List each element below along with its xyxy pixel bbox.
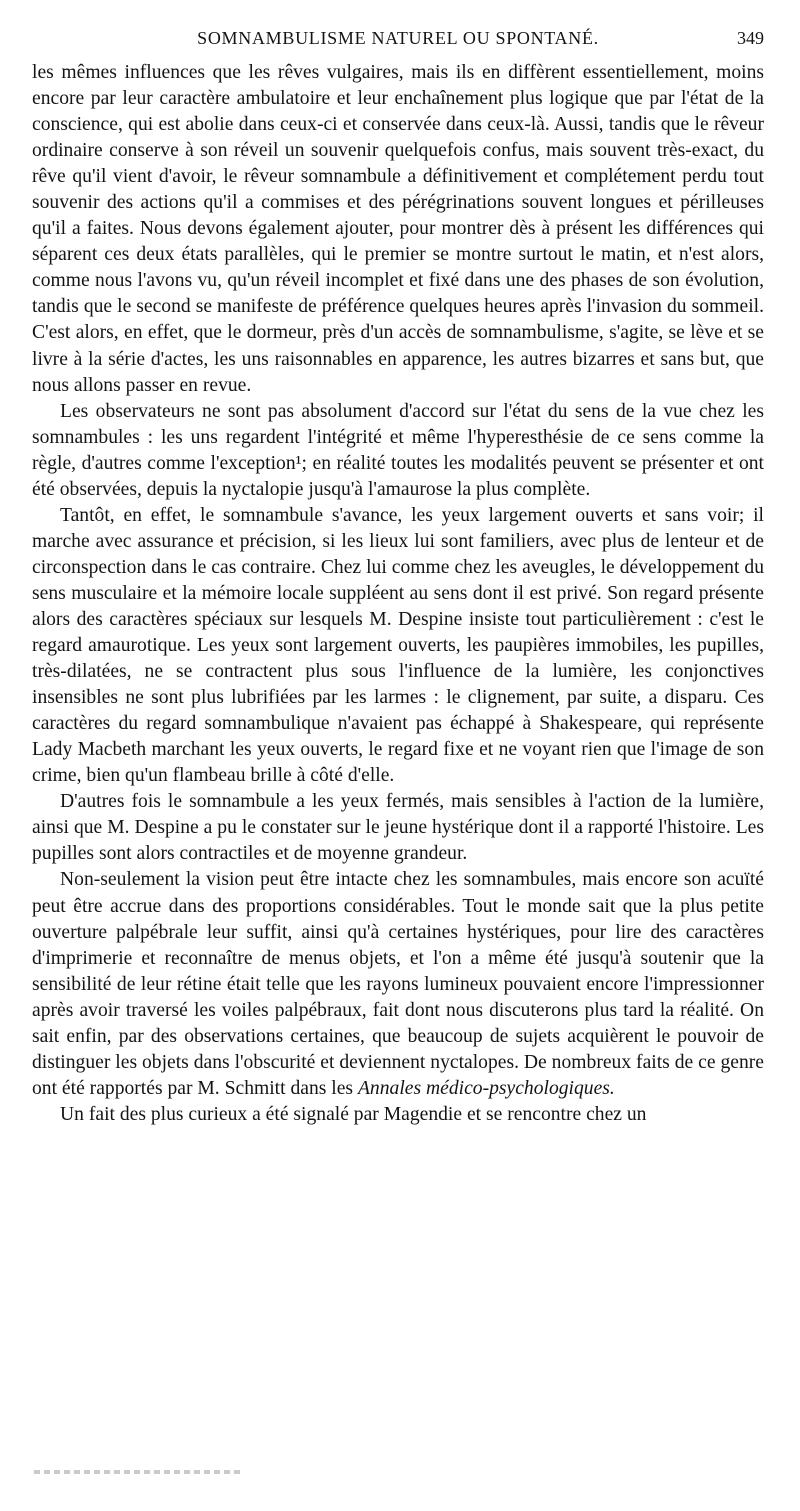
body-text	[32, 60, 764, 1128]
running-head	[32, 28, 764, 56]
footnote-rule	[34, 1470, 240, 1474]
paragraph-1: les mêmes influences que les rêves vulgaires, mais ils en diffèrent essentiellement, moins encore par leur caractère ambulatoire et leur enchaînement plus logique que par l'état de la conscience, qui est abolie dans ceux-ci et conservée dans ceux-là. Aussi, tandis que le rêveur ordinaire conserve à son réveil un souvenir quelquefois confus, mais souvent très-exact, du rêve qu'il vient d'avoir, le rêveur somnambule a définitivement et complétement perdu tout souvenir des actions qu'il a commises et des pérégrinations souvent longues et périlleuses qu'il a faites. Nous devons également ajouter, pour montrer dès à présent les différences qui séparent ces deux états parallèles, qui le premier se montre surtout le matin, et n'est alors, comme nous l'avons vu, qu'un réveil incomplet et fixé dans une des phases de son évolution, tandis que le second se manifeste de préférence quelques heures après l'invasion du sommeil. C'est alors, en effet, que le dormeur, près d'un accès de somnambulisme, s'agite, se lève et se livre à la série d'actes, les uns raisonnables en apparence, les autres bizarres et sans but, que nous allons passer en revue.	[32, 62, 764, 396]
paragraph-5	[32, 867, 764, 1101]
page-number: 349	[737, 28, 764, 48]
paragraph-2: Les observateurs ne sont pas absolument d'accord sur l'état du sens de la vue chez les somnambules : les uns regardent l'intégrité et même l'hyperesthésie de ce sens comme la règle, d'autres comme l'exception¹; en réalité toutes les modalités peuvent se présenter et ont été observées, depuis la nyctalopie jusqu'à l'amaurose la plus complète.	[32, 400, 764, 500]
paragraph-6: Un fait des plus curieux a été signalé par Magendie et se rencontre chez un	[60, 1103, 647, 1125]
journal-citation: Annales médico-psychologiques.	[357, 1077, 615, 1099]
running-title: SOMNAMBULISME NATUREL OU SPONTANÉ.	[197, 28, 599, 48]
paragraph-4: D'autres fois le somnambule a les yeux fermés, mais sensibles à l'action de la lumière, ainsi que M. Despine a pu le constater sur le jeune hystérique dont il a rapporté l'histoire. Les pupilles sont alors contractiles et de moyenne grandeur.	[32, 791, 764, 865]
book-page	[32, 28, 764, 1128]
paragraph-5-text: Non-seulement la vision peut être intacte chez les somnambules, mais encore son acuïté peut être accrue dans des proportions considérables. Tout le monde sait que la plus petite ouverture palpébrale leur suffit, ainsi qu'à certaines hystériques, pour lire des caractères d'imprimerie et reconnaître de menus objets, et l'on a même été jusqu'à soutenir que la sensibilité de leur rétine était telle que les rayons lumineux pouvaient encore l'impressionner après avoir traversé les voiles palpébraux, fait dont nous discuterons plus tard la réalité. On sait enfin, par des observations certaines, que beaucoup de sujets acquièrent le pouvoir de distinguer les objets dans l'obscurité et deviennent nyctalopes. De nombreux faits de ce genre ont été rapportés par M. Schmitt dans les	[32, 869, 764, 1099]
paragraph-3: Tantôt, en effet, le somnambule s'avance, les yeux largement ouverts et sans voir; il marche avec assurance et précision, si les lieux lui sont familiers, avec plus de lenteur et de circonspection dans le cas contraire. Chez lui comme chez les aveugles, le développement du sens musculaire et la mémoire locale suppléent au sens dont il est privé. Son regard présente alors des caractères spéciaux sur lesquels M. Despine insiste tout particulièrement : c'est le regard amaurotique. Les yeux sont largement ouverts, les paupières immobiles, les pupilles, très-dilatées, ne se contractent plus sous l'influence de la lumière, les conjonctives insensibles ne sont plus lubrifiées par les larmes : le clignement, par suite, a disparu. Ces caractères du regard somnambulique n'avaient pas échappé à Shakespeare, qui représente Lady Macbeth marchant les yeux ouverts, le regard fixe et ne voyant rien que l'image de son crime, bien qu'un flambeau brille à côté d'elle.	[32, 504, 764, 787]
